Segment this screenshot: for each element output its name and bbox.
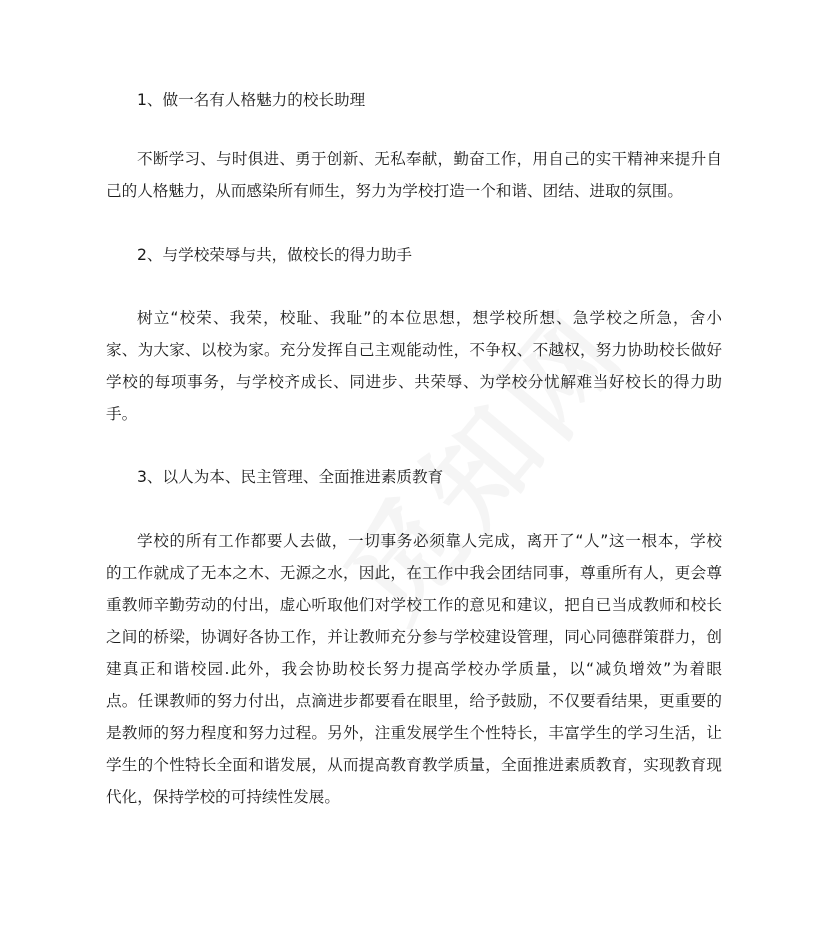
paragraph-line: 学校的所有工作都要人去做，一切事务必须靠人完成，离开了“人”这一根本，学校 — [137, 532, 722, 550]
paragraph-line: 家、为大家、以校为家。充分发挥自己主观能动性，不争权、不越权，努力协助校长做好 — [106, 341, 722, 359]
paragraph-line: 重教师辛勤劳动的付出，虚心听取他们对学校工作的意见和建议，把自已当成教师和校长 — [106, 596, 722, 614]
paragraph-line: 不断学习、与时俱进、勇于创新、无私奉献，勤奋工作，用自己的实干精神来提升自 — [137, 150, 722, 168]
paragraph-line: 代化，保持学校的可持续性发展。 — [106, 788, 340, 806]
paragraph-line: 的工作就成了无本之木、无源之水，因此，在工作中我会团结同事，尊重所有人，更会尊 — [106, 564, 722, 582]
paragraph-line: 之间的桥梁，协调好各协工作，并让教师充分参与学校建设管理，同心同德群策群力，创 — [106, 628, 722, 646]
paragraph-line: 是教师的努力程度和努力过程。另外，注重发展学生个性特长，丰富学生的学习生活，让 — [106, 724, 722, 742]
section-heading-1: 1、做一名有人格魅力的校长助理 — [137, 91, 366, 109]
paragraph-line: 己的人格魅力，从而感染所有师生，努力为学校打造一个和谐、团结、进取的氛围。 — [106, 182, 683, 200]
paragraph-line: 学生的个性特长全面和谐发展，从而提高教育教学质量，全面推进素质教育，实现教育现 — [106, 756, 722, 774]
paragraph-line: 学校的每项事务，与学校齐成长、同进步、共荣辱、为学校分忧解难当好校长的得力助 — [106, 373, 722, 391]
paragraph-line: 建真正和谐校园.此外，我会协助校长努力提高学校办学质量，以“减负增效”为着眼 — [106, 660, 722, 678]
paragraph-line: 手。 — [106, 405, 138, 423]
section-heading-2: 2、与学校荣辱与共，做校长的得力助手 — [137, 246, 413, 264]
paragraph-line: 树立“校荣、我荣，校耻、我耻”的本位思想，想学校所想、急学校之所急，舍小 — [137, 309, 722, 327]
paragraph-line: 点。任课教师的努力付出，点滴进步都要看在眼里，给予鼓励，不仅要看结果，更重要的 — [106, 692, 722, 710]
section-heading-3: 3、以人为本、民主管理、全面推进素质教育 — [137, 468, 444, 486]
